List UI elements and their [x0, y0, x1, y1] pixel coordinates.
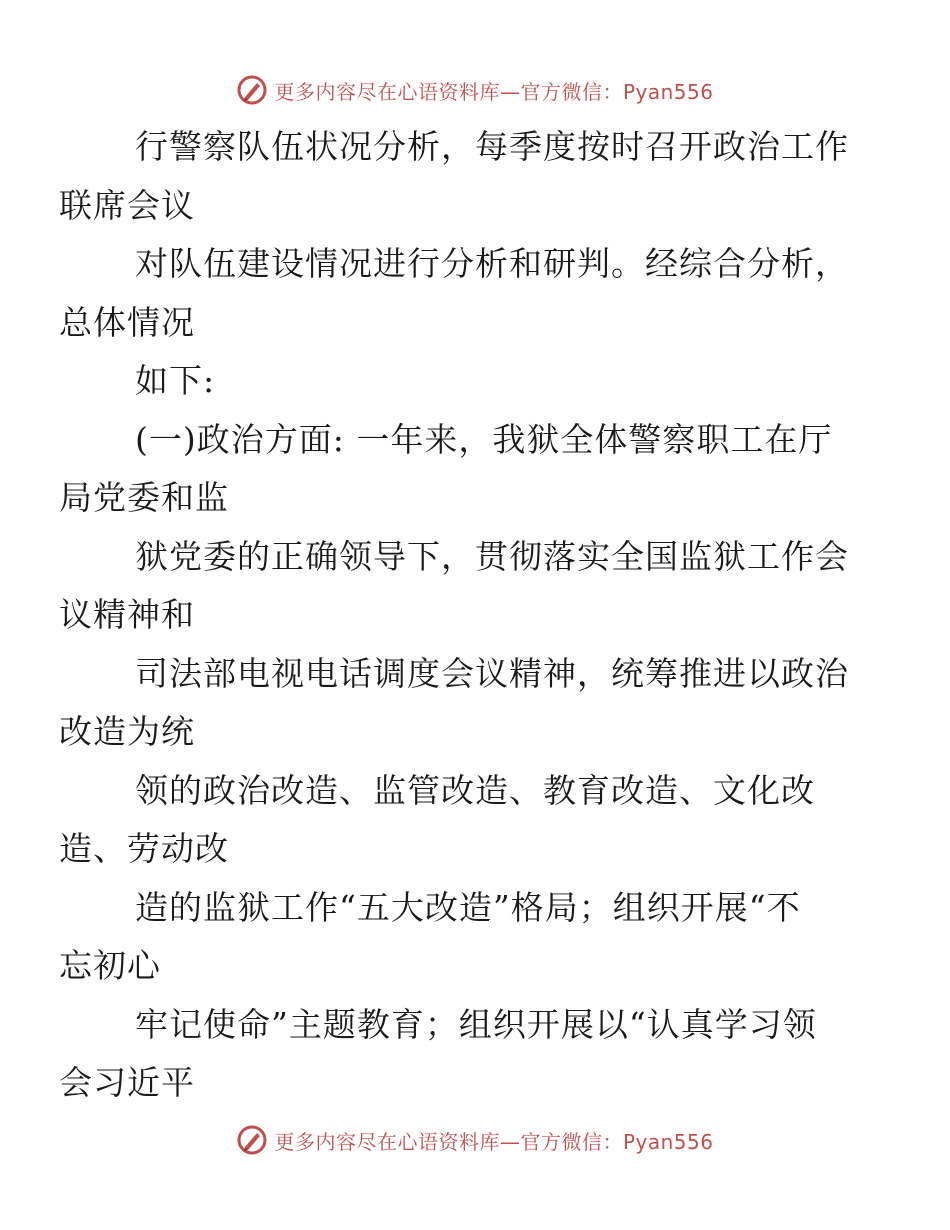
paragraph — [59, 879, 867, 996]
paragraph — [59, 235, 867, 352]
paragraph-line: 改造为统 — [59, 712, 195, 751]
paragraph — [59, 411, 867, 528]
document-body — [59, 118, 867, 1113]
paragraph-line: 联席会议 — [59, 185, 195, 225]
pen-logo-icon — [236, 74, 268, 106]
paragraph-line: (一)政治方面: 一年来，我狱全体警察职工在厅 — [135, 419, 833, 459]
header-banner-text: 更多内容尽在心语资料库—官方微信：Pyan556 — [274, 79, 714, 104]
paragraph — [97, 352, 867, 411]
paragraph — [59, 996, 867, 1113]
paragraph — [59, 118, 867, 235]
paragraph-line: 会习近平 — [59, 1063, 195, 1102]
paragraph-line: 造的监狱工作“五大改造”格局；组织开展“不 — [135, 887, 801, 927]
paragraph-line: 忘初心 — [59, 946, 161, 985]
paragraph-line: 局党委和监 — [59, 478, 229, 517]
paragraph-line: 议精神和 — [59, 595, 195, 634]
paragraph-line: 总体情况 — [59, 302, 195, 342]
footer-banner-content — [236, 1124, 713, 1156]
paragraph — [59, 528, 867, 645]
paragraph-line: 造、劳动改 — [59, 829, 229, 868]
paragraph-line: 司法部电视电话调度会议精神，统筹推进以政治 — [135, 653, 849, 693]
header-banner-content — [236, 74, 713, 106]
footer-banner-text: 更多内容尽在心语资料库—官方微信：Pyan556 — [274, 1129, 714, 1154]
paragraph-line: 狱党委的正确领导下，贯彻落实全国监狱工作会 — [135, 536, 849, 576]
header-banner — [0, 70, 950, 110]
paragraph — [59, 762, 867, 879]
paragraph-line: 领的政治改造、监管改造、教育改造、文化改 — [135, 770, 815, 810]
paragraph-line: 如下: — [135, 361, 216, 400]
paragraph — [59, 645, 867, 762]
paragraph-line: 行警察队伍状况分析，每季度按时召开政治工作 — [135, 127, 849, 166]
paragraph-line: 对队伍建设情况进行分析和研判。经综合分析， — [135, 244, 849, 283]
paragraph-line: 牢记使命”主题教育；组织开展以“认真学习领 — [135, 1004, 817, 1044]
footer-banner — [0, 1120, 950, 1160]
pen-logo-icon — [236, 1124, 268, 1156]
